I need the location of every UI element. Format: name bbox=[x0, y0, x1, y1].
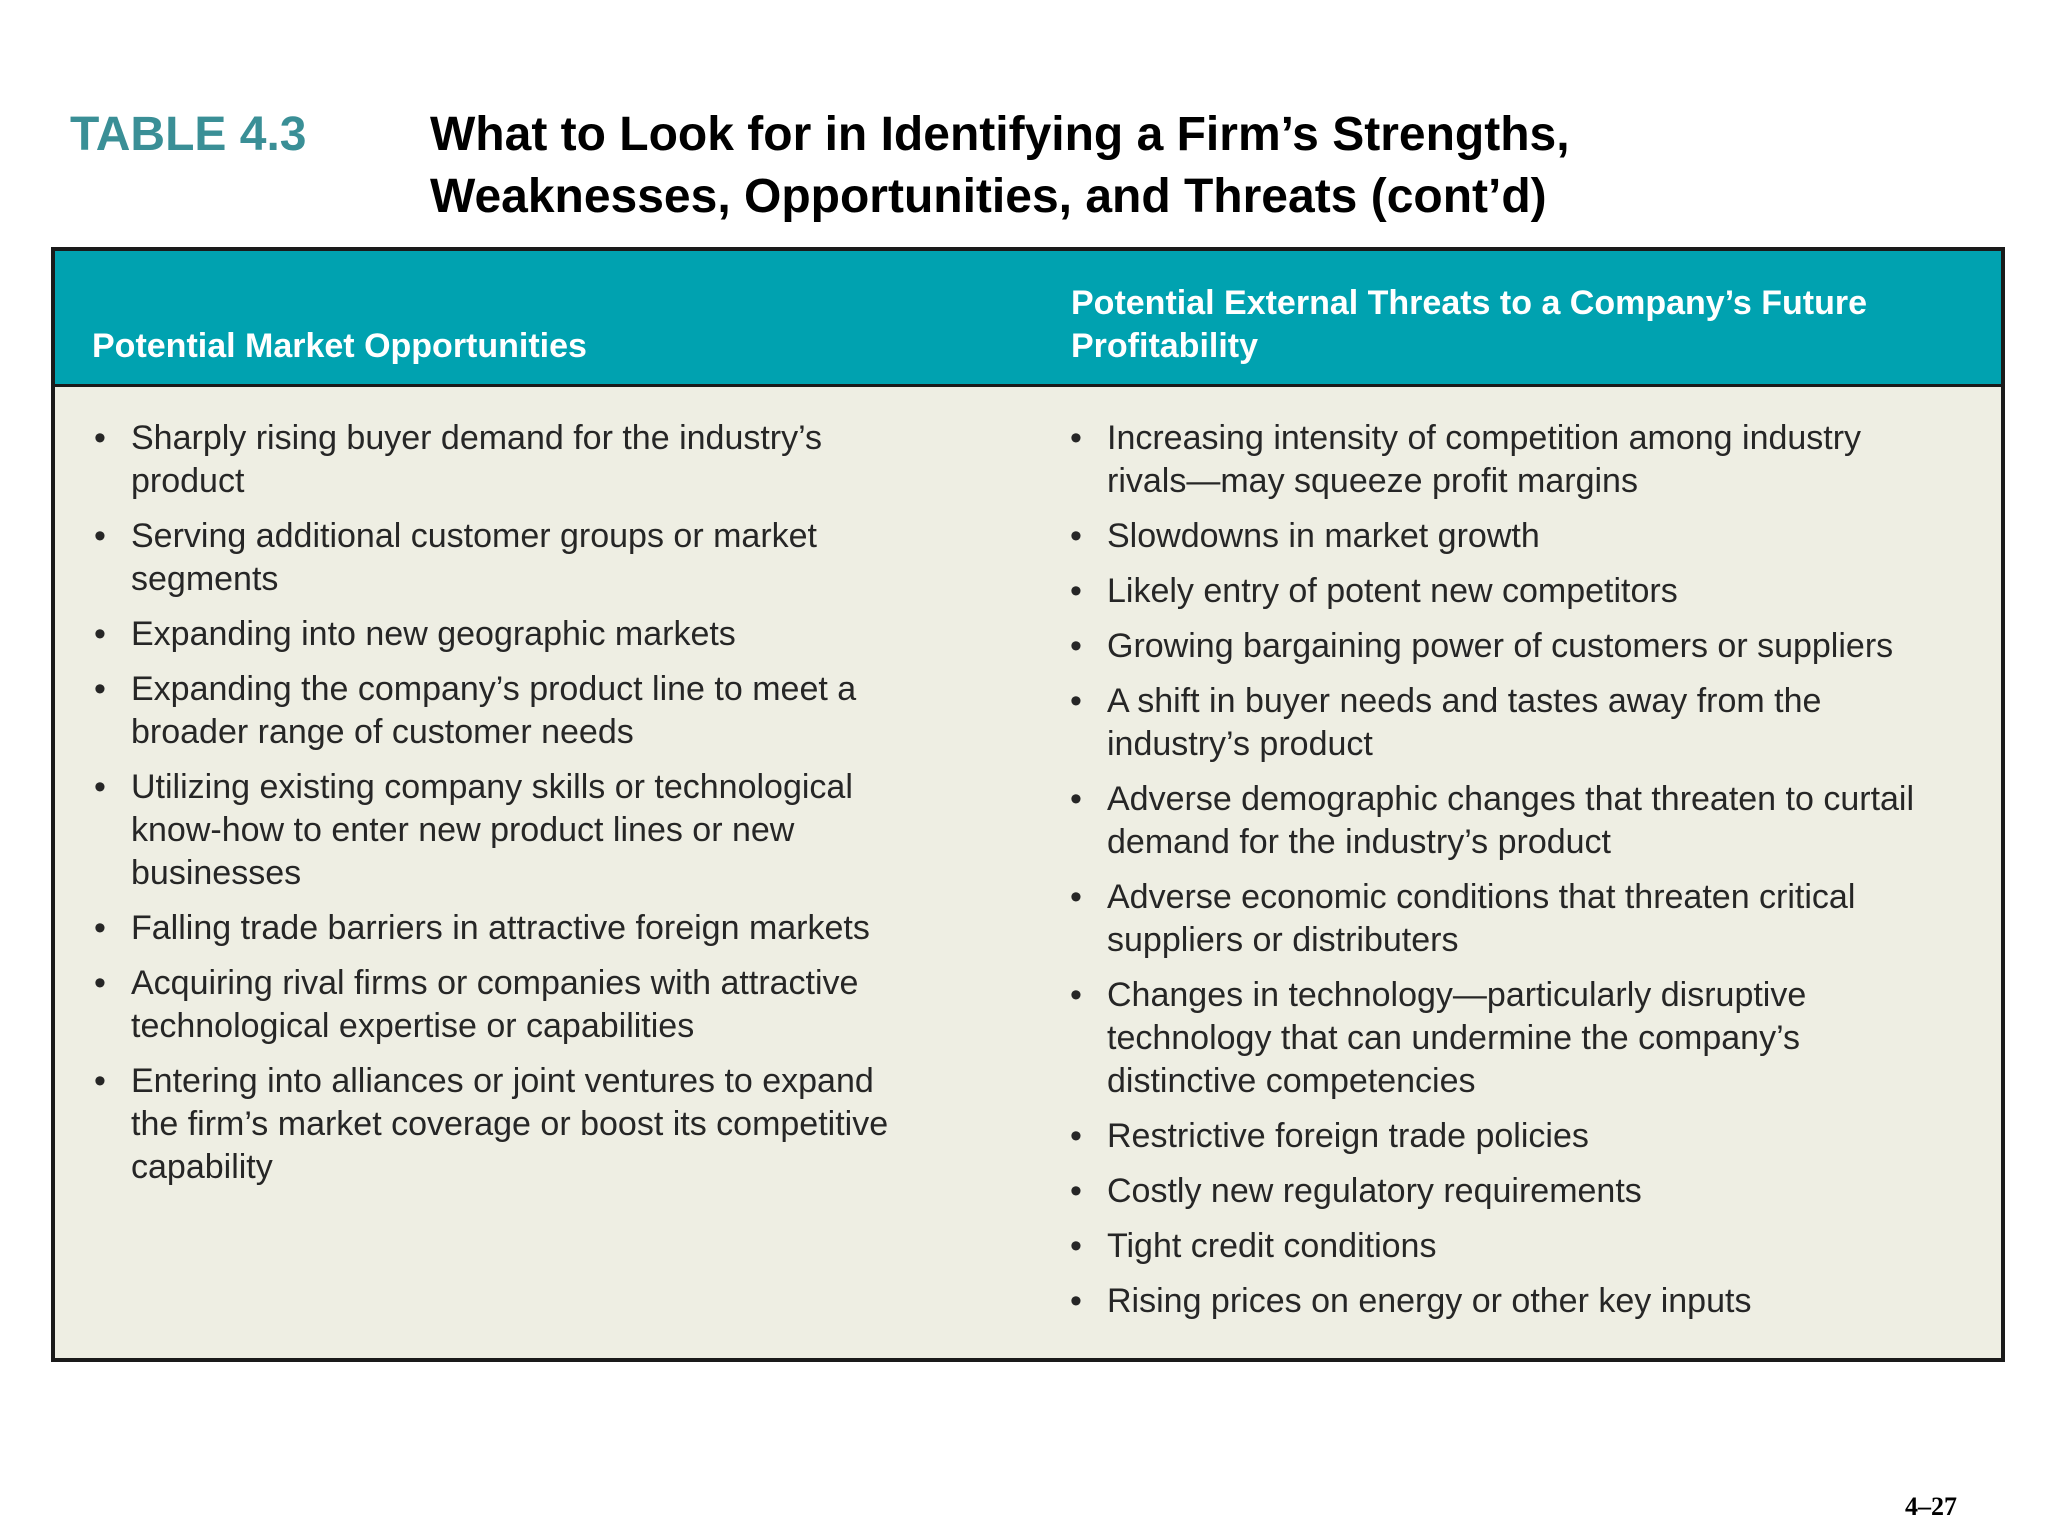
list-item-text: Changes in technology—particularly disruptive bbox=[1107, 976, 1807, 1014]
list-item-text: Entering into alliances or joint ventures to expand bbox=[131, 1062, 874, 1100]
list-item-text: suppliers or distributers bbox=[1107, 921, 1459, 959]
bullet-icon: • bbox=[1070, 878, 1082, 916]
list-item-text: rivals—may squeeze profit margins bbox=[1107, 462, 1638, 500]
threats-heading bbox=[1071, 282, 1971, 368]
threats-list-item bbox=[1061, 876, 2001, 962]
heading-line: Potential External Threats to a Company’s Future bbox=[1071, 284, 1868, 322]
bullet-icon: • bbox=[94, 1062, 106, 1100]
opportunities-list-item bbox=[85, 1060, 1045, 1189]
opportunities-list-item bbox=[85, 766, 1045, 895]
heading-line: Profitability bbox=[1071, 327, 1259, 365]
table-title-line: What to Look for in Identifying a Firm’s Strengths, bbox=[430, 108, 1570, 161]
bullet-icon: • bbox=[94, 517, 106, 555]
list-item-text: product bbox=[131, 462, 245, 500]
threats-list bbox=[1061, 417, 2001, 1335]
list-item-text: Falling trade barriers in attractive foreign markets bbox=[131, 909, 870, 947]
list-item-text: Increasing intensity of competition among industry bbox=[1107, 419, 1862, 457]
opportunities-list bbox=[85, 417, 1045, 1201]
threats-list-item bbox=[1061, 1280, 2001, 1323]
list-item-text: technological expertise or capabilities bbox=[131, 1007, 695, 1045]
bullet-icon: • bbox=[1070, 682, 1082, 720]
threats-list-item bbox=[1061, 778, 2001, 864]
page-number: 4–27 bbox=[1905, 1492, 1957, 1521]
threats-list-item bbox=[1061, 570, 2001, 613]
bullet-icon: • bbox=[94, 909, 106, 947]
heading-line: Potential Market Opportunities bbox=[92, 327, 587, 365]
list-item-text: Restrictive foreign trade policies bbox=[1107, 1117, 1589, 1155]
list-item-text: segments bbox=[131, 560, 279, 598]
list-item-text: technology that can undermine the company’s bbox=[1107, 1019, 1801, 1057]
list-item-text: Costly new regulatory requirements bbox=[1107, 1172, 1642, 1210]
list-item-text: Acquiring rival firms or companies with attractive bbox=[131, 964, 859, 1002]
bullet-icon: • bbox=[1070, 419, 1082, 457]
opportunities-list-item bbox=[85, 668, 1045, 754]
list-item-text: industry’s product bbox=[1107, 725, 1373, 763]
list-item-text: know-how to enter new product lines or new bbox=[131, 811, 795, 849]
table-header-band bbox=[55, 251, 2001, 387]
bullet-icon: • bbox=[1070, 572, 1082, 610]
threats-list-item bbox=[1061, 625, 2001, 668]
bullet-icon: • bbox=[1070, 1117, 1082, 1155]
threats-list-item bbox=[1061, 417, 2001, 503]
list-item-text: Growing bargaining power of customers or suppliers bbox=[1107, 627, 1894, 665]
opportunities-heading bbox=[92, 325, 992, 368]
list-item-text: Rising prices on energy or other key inputs bbox=[1107, 1282, 1752, 1320]
bullet-icon: • bbox=[1070, 976, 1082, 1014]
bullet-icon: • bbox=[1070, 780, 1082, 818]
bullet-icon: • bbox=[1070, 1282, 1082, 1320]
list-item-text: demand for the industry’s product bbox=[1107, 823, 1611, 861]
bullet-icon: • bbox=[1070, 1172, 1082, 1210]
opportunities-list-item bbox=[85, 907, 1045, 950]
list-item-text: Adverse economic conditions that threaten critical bbox=[1107, 878, 1856, 916]
table-title-line: Weaknesses, Opportunities, and Threats (cont’d) bbox=[430, 170, 1547, 223]
list-item-text: the firm’s market coverage or boost its competitive bbox=[131, 1105, 889, 1143]
list-item-text: Expanding into new geographic markets bbox=[131, 615, 736, 653]
list-item-text: Utilizing existing company skills or technological bbox=[131, 768, 853, 806]
bullet-icon: • bbox=[94, 768, 106, 806]
list-item-text: businesses bbox=[131, 854, 302, 892]
opportunities-list-item bbox=[85, 613, 1045, 656]
list-item-text: A shift in buyer needs and tastes away from the bbox=[1107, 682, 1822, 720]
opportunities-list-item bbox=[85, 515, 1045, 601]
threats-list-item bbox=[1061, 1115, 2001, 1158]
table-title bbox=[430, 104, 1830, 228]
opportunities-list-item bbox=[85, 962, 1045, 1048]
list-item-text: distinctive competencies bbox=[1107, 1062, 1476, 1100]
swot-table bbox=[51, 247, 2005, 1362]
bullet-icon: • bbox=[94, 419, 106, 457]
bullet-icon: • bbox=[1070, 517, 1082, 555]
threats-list-item bbox=[1061, 1170, 2001, 1213]
threats-list-item bbox=[1061, 680, 2001, 766]
list-item-text: broader range of customer needs bbox=[131, 713, 634, 751]
list-item-text: Slowdowns in market growth bbox=[1107, 517, 1540, 555]
list-item-text: Adverse demographic changes that threaten to curtail bbox=[1107, 780, 1915, 818]
list-item-text: capability bbox=[131, 1148, 273, 1186]
list-item-text: Likely entry of potent new competitors bbox=[1107, 572, 1678, 610]
bullet-icon: • bbox=[94, 964, 106, 1002]
threats-list-item bbox=[1061, 1225, 2001, 1268]
threats-list-item bbox=[1061, 515, 2001, 558]
threats-list-item bbox=[1061, 974, 2001, 1103]
list-item-text: Tight credit conditions bbox=[1107, 1227, 1437, 1265]
opportunities-list-item bbox=[85, 417, 1045, 503]
list-item-text: Serving additional customer groups or market bbox=[131, 517, 817, 555]
bullet-icon: • bbox=[94, 670, 106, 708]
list-item-text: Expanding the company’s product line to meet a bbox=[131, 670, 857, 708]
table-label: TABLE 4.3 bbox=[70, 108, 307, 161]
bullet-icon: • bbox=[1070, 627, 1082, 665]
bullet-icon: • bbox=[94, 615, 106, 653]
bullet-icon: • bbox=[1070, 1227, 1082, 1265]
list-item-text: Sharply rising buyer demand for the industry’s bbox=[131, 419, 823, 457]
